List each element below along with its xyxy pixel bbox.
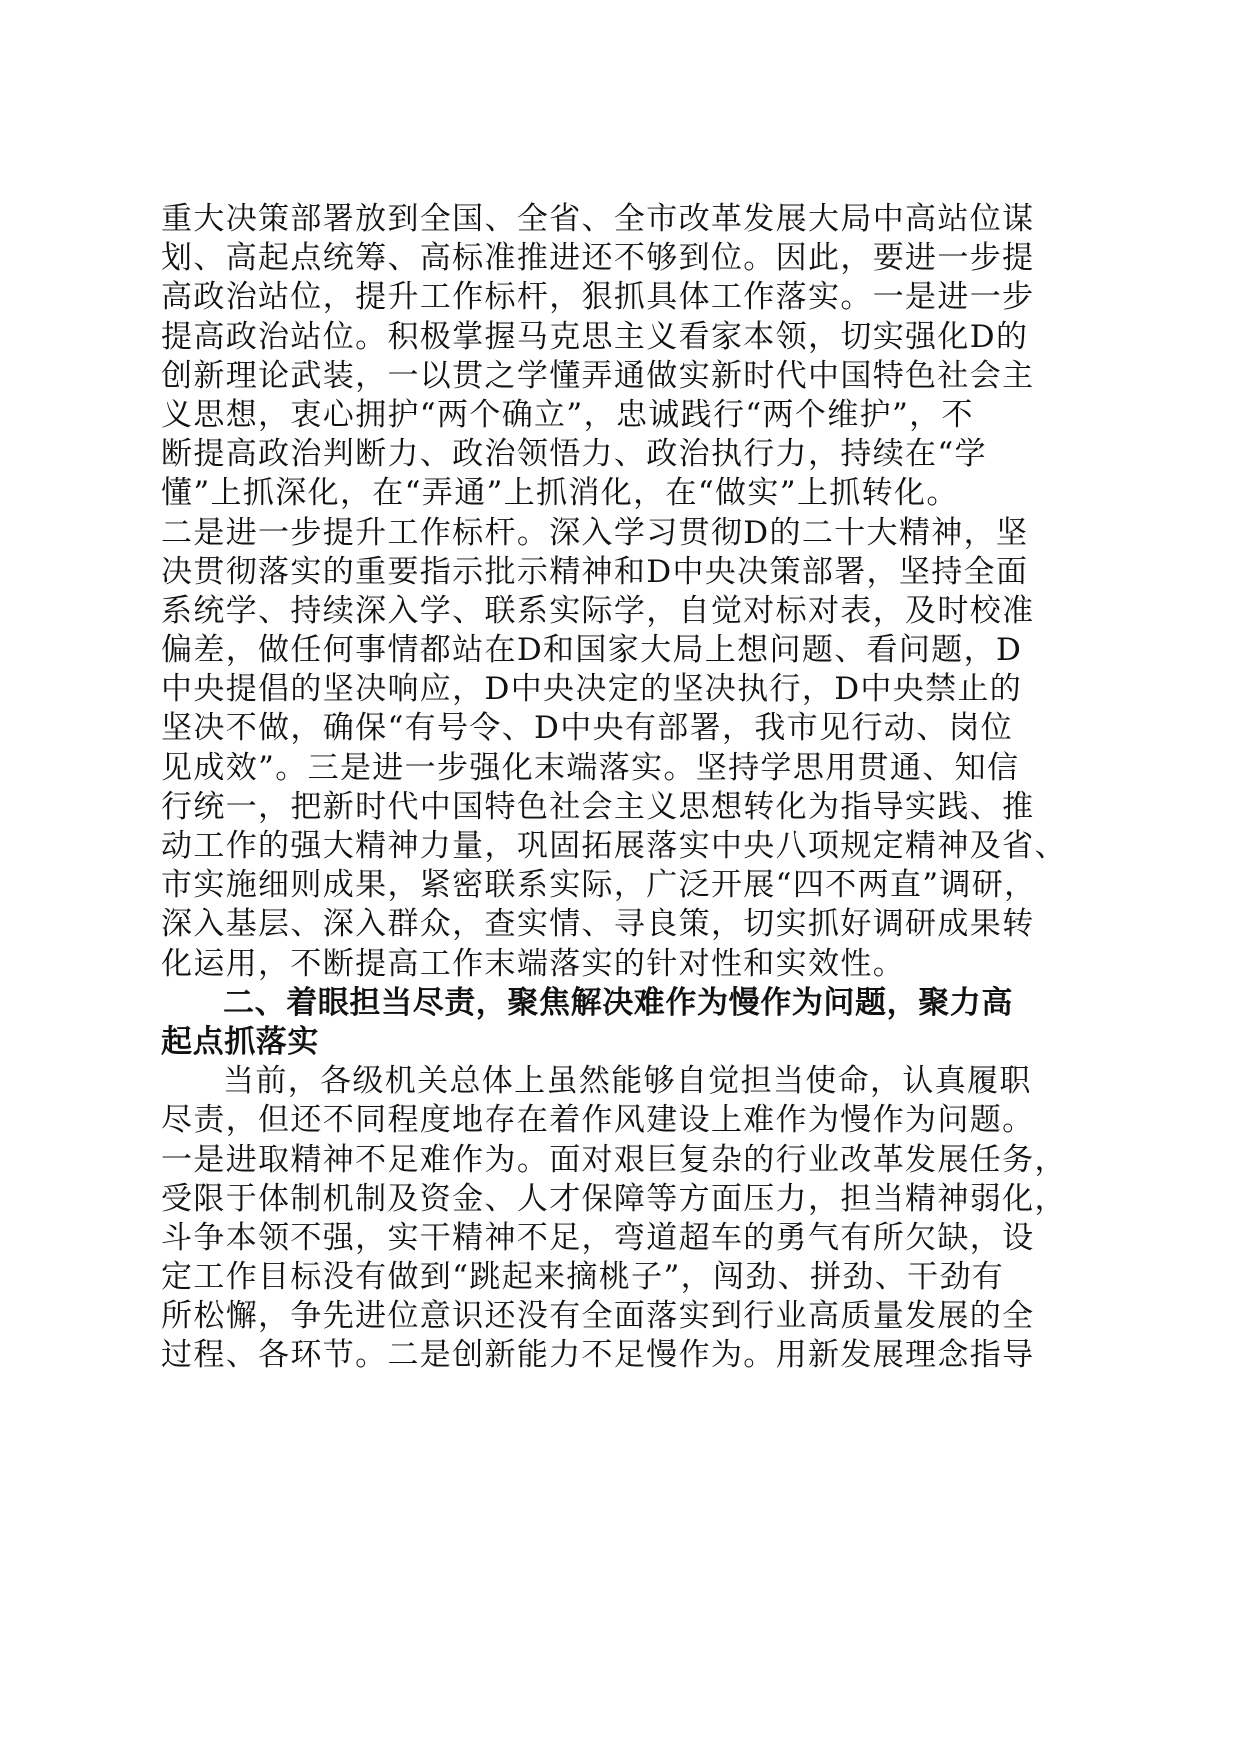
text-line: 二是进一步提升工作标杆。深入学习贯彻D的二十大精神，坚 bbox=[161, 514, 1029, 551]
text-line: 决贯彻落实的重要指示批示精神和D中央决策部署，坚持全面 bbox=[161, 553, 1029, 590]
text-line: 义思想，衷心拥护“两个确立”，忠诚践行“两个维护”，不 bbox=[161, 396, 974, 433]
heading-line: 二、着眼担当尽责，聚焦解决难作为慢作为问题，聚力高 bbox=[223, 984, 1013, 1021]
text-line: 重大决策部署放到全国、全省、全市改革发展大局中高站位谋 bbox=[161, 201, 1035, 237]
text-line: 一是进取精神不足难作为。面对艰巨复杂的行业改革发展任务， bbox=[161, 1141, 1067, 1178]
text-line: 斗争本领不强，实干精神不足，弯道超车的勇气有所欠缺，设 bbox=[161, 1219, 1035, 1256]
text-line: 创新理论武装，一以贯之学懂弄通做实新时代中国特色社会主 bbox=[161, 357, 1035, 394]
text-line: 定工作目标没有做到“跳起来摘桃子”，闯劲、拼劲、干劲有 bbox=[161, 1259, 1005, 1296]
heading-line: 起点抓落实 bbox=[161, 1023, 319, 1060]
text-line: 提高政治站位。积极掌握马克思主义看家本领，切实强化D的 bbox=[161, 318, 1029, 355]
section-heading-2 bbox=[161, 984, 1081, 1062]
text-line: 偏差，做任何事情都站在D和国家大局上想问题、看问题，D bbox=[161, 632, 1023, 669]
text-line: 所松懈，争先进位意识还没有全面落实到行业高质量发展的全 bbox=[161, 1298, 1035, 1335]
text-line: 受限于体制机制及资金、人才保障等方面压力，担当精神弱化， bbox=[161, 1180, 1067, 1217]
text-line: 市实施细则成果，紧密联系实际，广泛开展“四不两直”调研， bbox=[161, 867, 1037, 904]
text-line: 深入基层、深入群众，查实情、寻良策，切实抓好调研成果转 bbox=[161, 906, 1035, 943]
text-line: 动工作的强大精神力量，巩固拓展落实中央八项规定精神及省、 bbox=[161, 828, 1067, 864]
text-line: 断提高政治判断力、政治领悟力、政治执行力，持续在“学 bbox=[161, 436, 987, 473]
text-line: 尽责，但还不同程度地存在着作风建设上难作为慢作为问题。 bbox=[161, 1102, 1035, 1139]
text-line: 行统一，把新时代中国特色社会主义思想转化为指导实践、推 bbox=[161, 788, 1035, 825]
text-line: 懂”上抓深化，在“弄通”上抓消化，在“做实”上抓转化。 bbox=[161, 475, 959, 512]
paragraph-1 bbox=[161, 200, 1081, 984]
text-line: 化运用，不断提高工作末端落实的针对性和实效性。 bbox=[161, 945, 906, 982]
text-line: 中央提倡的坚决响应，D中央决定的坚决执行，D中央禁止的 bbox=[161, 671, 1023, 708]
text-line: 高政治站位，提升工作标杆，狠抓具体工作落实。一是进一步 bbox=[161, 279, 1035, 316]
text-line: 当前，各级机关总体上虽然能够自觉担当使命，认真履职 bbox=[223, 1063, 1032, 1100]
paragraph-2 bbox=[161, 1062, 1081, 1376]
text-line: 系统学、持续深入学、联系实际学，自觉对标对表，及时校准 bbox=[161, 592, 1035, 629]
document-body bbox=[161, 200, 1081, 1376]
text-line: 过程、各环节。二是创新能力不足慢作为。用新发展理念指导 bbox=[161, 1337, 1035, 1374]
text-line: 划、高起点统筹、高标准推进还不够到位。因此，要进一步提 bbox=[161, 240, 1035, 277]
text-line: 见成效”。三是进一步强化末端落实。坚持学思用贯通、知信 bbox=[161, 749, 1020, 786]
text-line: 坚决不做，确保“有号令、D中央有部署，我市见行动、岗位 bbox=[161, 710, 1014, 747]
